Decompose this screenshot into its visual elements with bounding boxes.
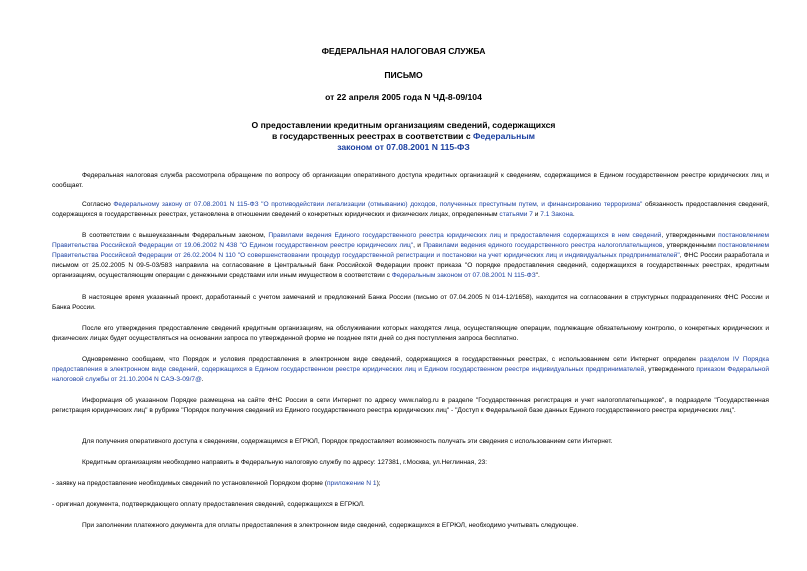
subject-line-1: О предоставлении кредитным организациям сведений, содержащихся bbox=[251, 120, 556, 130]
p6-text-b: , утвержденного bbox=[644, 366, 697, 373]
paragraph-8: Для получения оперативного доступа к сведениям, содержащимся в ЕГРЮЛ, Порядок предоставляет возможность получать эти сведения с использованием сети Интернет. bbox=[82, 438, 613, 445]
article-7-link[interactable]: статьями 7 bbox=[499, 211, 533, 218]
paragraph-2 bbox=[52, 200, 769, 220]
paragraph-7: Информация об указанном Порядке размещена на сайте ФНС России в сети Интернет по адресу www.nalog.ru в разделе "Государственная регистрация и учет налогоплательщиков", в подразделе "Государственная регистрация юридических лиц" в рубрике "Порядок получения сведений из Единого государственного реестра юридических лиц" - "Доступ к Федеральной базе данных Единого государственного реестра юридических лиц". bbox=[52, 397, 769, 414]
paragraph-3 bbox=[52, 231, 769, 281]
appendix-1-link[interactable]: приложение N 1 bbox=[326, 480, 377, 487]
section-iv-link[interactable]: разделом IV Порядка предоставления в электронном виде сведений, содержащихся в Едином государственном реестре юридических лиц и Едином государственном реестре индивидуальных предпринимателей bbox=[52, 356, 769, 373]
fns-order-link[interactable]: приказом Федеральной налоговой службы от 21.10.2004 N САЭ-3-09/7@ bbox=[52, 366, 770, 383]
p10-text-b: ); bbox=[376, 480, 381, 487]
paragraph-12: При заполнении платежного документа для оплаты предоставления в электронном виде сведений, содержащихся в ЕГРЮЛ, необходимо учитывать следующее. bbox=[82, 522, 579, 529]
p3-text-a: В соответствии с вышеуказанным Федеральным законом, bbox=[82, 232, 269, 239]
document-date-number: от 22 апреля 2005 года N ЧД-8-09/104 bbox=[325, 92, 482, 102]
subject-line-2 bbox=[0, 131, 807, 142]
paragraph-11: - оригинал документа, подтверждающего оплату предоставления сведений, содержащихся в ЕГРЮЛ. bbox=[52, 501, 365, 508]
p2-text-c: и bbox=[532, 211, 541, 218]
p10-text-a: - заявку на предоставление необходимых сведений по установленной Порядком форме ( bbox=[52, 480, 327, 487]
resolution-110-link[interactable]: постановлением Правительства Российской Федерации от 26.02.2004 N 110 "О совершенствовании процедур государственной регистрации и постановки на учет юридических лиц и индивидуальных предпринимателей" bbox=[52, 242, 769, 259]
document-type: ПИСЬМО bbox=[384, 70, 423, 80]
p2-text-b: обязанность предоставления сведений, содержащихся в государственных реестрах, установлена в отношении сведений о конкретных юридических и физических лицах, определенным bbox=[52, 201, 769, 218]
p3-text-d: , утвержденными bbox=[662, 242, 719, 249]
paragraph-1: Федеральная налоговая служба рассмотрела обращение по вопросу об организации оперативного доступа кредитных организаций к сведениям, содержащимся в Едином государственном реестре юридических лиц и сообщает. bbox=[52, 172, 769, 189]
paragraph-10 bbox=[52, 479, 381, 489]
paragraph-9: Кредитным организациям необходимо направить в Федеральную налоговую службу по адресу: 127381, г.Москва, ул.Неглинная, 23: bbox=[82, 459, 488, 466]
egrul-rules-link[interactable]: Правилами ведения Единого государственного реестра юридических лиц и предоставления содержащихся в нем сведений bbox=[268, 232, 662, 239]
resolution-438-link[interactable]: постановлением Правительства Российской Федерации от 19.06.2002 N 438 "О Едином государственном реестре юридических лиц" bbox=[52, 232, 769, 249]
p6-text-c: . bbox=[201, 376, 204, 383]
subject-line-3 bbox=[0, 142, 807, 153]
p6-text-a: Одновременно сообщаем, что Порядок и условия предоставления в электронном виде сведений, содержащихся в государственных реестрах, с использованием сети Интернет определен bbox=[82, 356, 700, 363]
federal-law-link-cont[interactable]: законом от 07.08.2001 N 115-ФЗ bbox=[337, 142, 470, 152]
p3-text-b: , утвержденными bbox=[661, 232, 719, 239]
p3-text-e: , ФНС России разработала и письмом от 25.02.2005 N 09-5-03/583 направила на согласование в Центральный банк Российской Федерации проект приказа "О порядке предоставления сведений, содержащихся в государственных реестрах, кредитным организациям, осуществляющим операции с денежными средствами или иным имуществом в соответствии с bbox=[52, 252, 769, 279]
federal-law-115fz-link[interactable]: Федеральным законом от 07.08.2001 N 115-ФЗ bbox=[391, 272, 536, 279]
p3-text-c: , и bbox=[413, 242, 424, 249]
paragraph-5: После его утверждения предоставление сведений кредитным организациям, на обслуживании которых находятся лица, осуществляющие операции, подлежащие обязательному контролю, о конкретных юридических и физических лицах будет осуществляться на основании запроса по утвержденной форме не позднее пяти дней со дня поступления запроса бесплатно. bbox=[52, 325, 769, 342]
article-7-1-link[interactable]: 7.1 Закона bbox=[540, 211, 573, 218]
p3-text-f: ". bbox=[535, 272, 540, 279]
p2-text-a: Согласно bbox=[82, 201, 114, 208]
p2-text-d: . bbox=[572, 211, 575, 218]
subject-line-2-text: в государственных реестрах в соответствии с bbox=[271, 131, 474, 141]
paragraph-4: В настоящее время указанный проект, доработанный с учетом замечаний и предложений Банка России (письмо от 07.04.2005 N 014-12/1658), находится на согласовании в структурных подразделениях ФНС России и Банка России. bbox=[52, 294, 769, 311]
agency-name: ФЕДЕРАЛЬНАЯ НАЛОГОВАЯ СЛУЖБА bbox=[321, 46, 486, 56]
taxpayer-registry-rules-link[interactable]: Правилами ведения единого государственного реестра налогоплательщиков bbox=[423, 242, 663, 249]
law-115fz-link[interactable]: Федеральному закону от 07.08.2001 N 115-ФЗ "О противодействии легализации (отмыванию) доходов, полученных преступным путем, и финансированию терроризма" bbox=[113, 201, 643, 208]
paragraph-6 bbox=[52, 355, 769, 385]
federal-law-link[interactable]: Федеральным bbox=[473, 131, 536, 141]
